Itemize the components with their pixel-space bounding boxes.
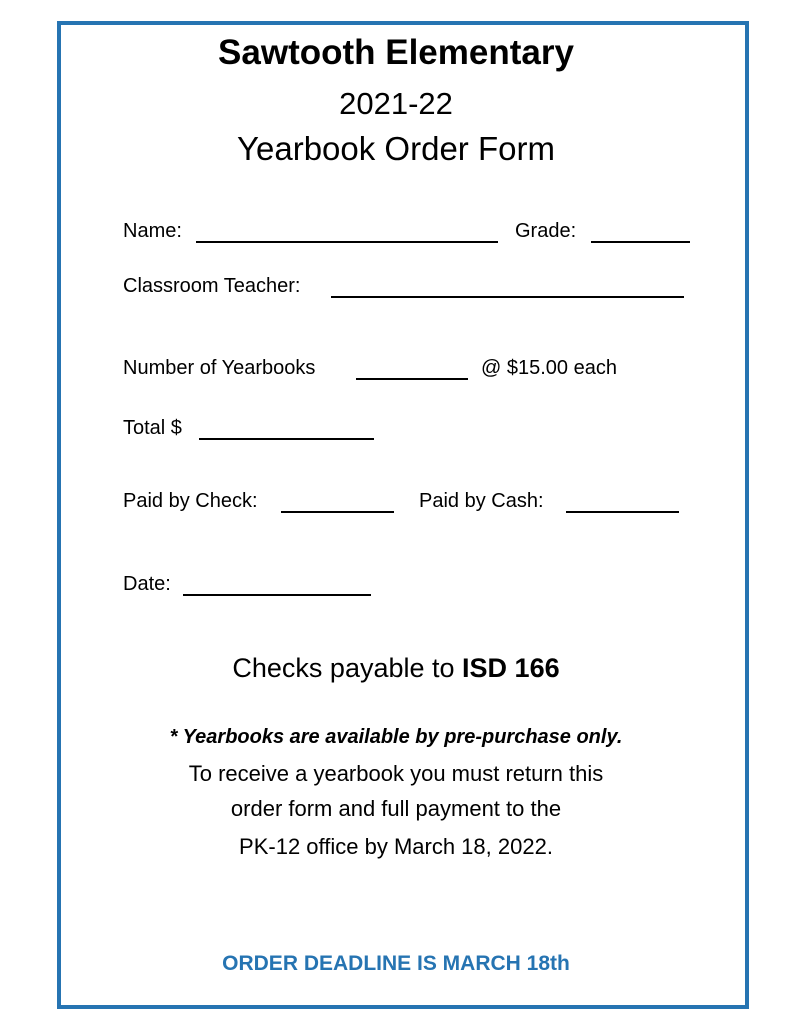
date-field[interactable] — [183, 594, 371, 596]
order-deadline: ORDER DEADLINE IS MARCH 18th — [222, 952, 570, 975]
teacher-label: Classroom Teacher: — [123, 275, 301, 297]
school-name: Sawtooth Elementary — [218, 33, 574, 72]
cash-field[interactable] — [566, 511, 679, 513]
payee: ISD 166 — [462, 653, 560, 683]
cash-label: Paid by Cash: — [419, 490, 544, 512]
instruction-line-2: order form and full payment to the — [230, 796, 562, 821]
school-year: 2021-22 — [339, 86, 453, 121]
form-border — [57, 21, 749, 1009]
availability-note: * Yearbooks are available by pre-purchase only. — [169, 726, 623, 748]
total-field[interactable] — [199, 438, 374, 440]
check-field[interactable] — [281, 511, 394, 513]
name-field[interactable] — [196, 241, 498, 243]
grade-field[interactable] — [591, 241, 690, 243]
teacher-field[interactable] — [331, 296, 684, 298]
grade-label: Grade: — [515, 220, 577, 242]
total-label: Total $ — [123, 417, 182, 439]
price-each: @ $15.00 each — [481, 357, 617, 379]
date-label: Date: — [123, 573, 171, 595]
checks-payable — [0, 653, 792, 684]
instruction-line-3: PK-12 office by March 18, 2022. — [239, 834, 553, 859]
name-label: Name: — [123, 220, 182, 242]
number-label: Number of Yearbooks — [123, 357, 316, 379]
instruction-line-1: To receive a yearbook you must return this — [188, 761, 604, 786]
form-title: Yearbook Order Form — [237, 130, 555, 167]
check-label: Paid by Check: — [123, 490, 258, 512]
checks-payable-text: Checks payable to — [232, 653, 455, 683]
number-field[interactable] — [356, 378, 468, 380]
